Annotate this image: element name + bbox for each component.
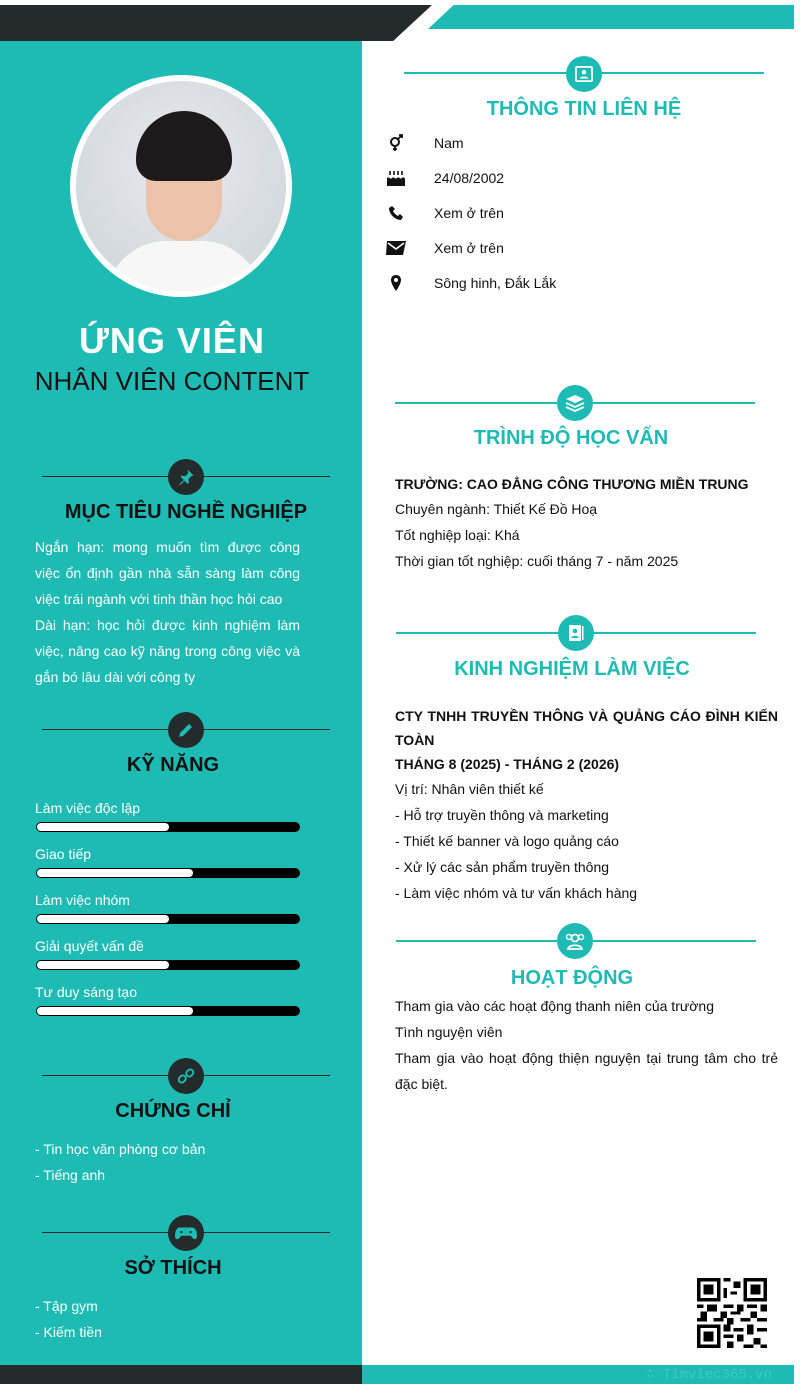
skill-label: Làm việc nhóm (35, 892, 130, 908)
activities-title: HOẠT ĐỘNG (510, 967, 634, 989)
bottom-banner-dark (0, 1365, 362, 1384)
contact-row-email (384, 237, 504, 259)
experience-period: THÁNG 8 (2025) - THÁNG 2 (2026) (395, 756, 620, 772)
activity-line: Tham gia vào các hoạt động thanh niên của trường (395, 998, 714, 1014)
birthday-cake-icon (384, 168, 408, 188)
phone-value: Xem ở trên (434, 205, 504, 221)
gamepad-icon (168, 1215, 204, 1251)
school-name: TRƯỜNG: CAO ĐẲNG CÔNG THƯƠNG MIỀN TRUNG (395, 476, 749, 492)
layers-icon (557, 385, 593, 421)
education-title: TRÌNH ĐỘ HỌC VẤN (473, 427, 669, 449)
certificates-list (35, 1136, 300, 1188)
experience-line: - Xử lý các sản phẩm truyền thông (395, 859, 610, 875)
top-banner-teal (428, 5, 794, 29)
hobbies-list (35, 1293, 300, 1345)
education-line: Tốt nghiệp loại: Khá (395, 527, 520, 543)
address-book-icon (558, 615, 594, 651)
objective-long-term: Dài hạn: học hỏi được kinh nghiệm làm việc, nâng cao kỹ năng trong công việc và gắn bó lâu dài với công ty (35, 617, 300, 685)
education-line: Thời gian tốt nghiệp: cuối tháng 7 - năm 2025 (395, 553, 679, 569)
skill-fill (37, 1007, 193, 1015)
skill-fill (37, 869, 193, 877)
objective-title: MỤC TIÊU NGHỀ NGHIỆP (64, 501, 308, 523)
activity-line: Tình nguyện viên (395, 1024, 503, 1040)
experience-title: KINH NGHIỆM LÀM VIỆC (454, 658, 690, 680)
skill-label: Làm việc độc lập (35, 800, 141, 816)
objective-short-term: Ngắn hạn: mong muốn tìm được công việc ổn định gần nhà sẵn sàng làm công việc trái ngành với tinh thần học hỏi cao (35, 539, 300, 607)
skill-label: Giao tiếp (35, 846, 92, 862)
candidate-name: ỨNG VIÊN (79, 320, 265, 361)
experience-line: Vị trí: Nhân viên thiết kế (395, 781, 544, 797)
job-title: NHÂN VIÊN CONTENT (34, 366, 310, 396)
avatar (70, 75, 292, 297)
gender-value: Nam (434, 135, 464, 151)
top-banner-dark (0, 5, 432, 41)
certificate-item: - Tin học văn phòng cơ bản (35, 1141, 206, 1157)
hobby-item: - Tập gym (35, 1298, 98, 1314)
certificate-item: - Tiếng anh (35, 1167, 106, 1183)
gender-icon (384, 133, 408, 153)
watermark: ∴ Timviec365.vn (645, 1367, 772, 1383)
skills-title: KỸ NĂNG (126, 754, 220, 776)
contact-row-birthday (384, 167, 505, 189)
address-value: Sông hinh, Đắk Lắk (434, 275, 557, 291)
objective-text (35, 534, 300, 690)
contact-row-gender (384, 132, 464, 154)
skill-fill (37, 823, 169, 831)
skill-label: Giải quyết vấn đề (35, 938, 144, 954)
experience-line: - Hỗ trợ truyền thông và marketing (395, 807, 609, 823)
qr-code-icon (697, 1278, 767, 1348)
contact-row-phone (384, 202, 504, 224)
hobbies-title: SỞ THÍCH (124, 1257, 222, 1279)
skill-fill (37, 915, 169, 923)
contact-row-address (384, 272, 557, 294)
skill-bar (36, 868, 300, 878)
avatar-photo (76, 81, 286, 291)
company-name: CTY TNHH TRUYỀN THÔNG VÀ QUẢNG CÁO ĐÌNH KIẾN TOÀN (395, 708, 778, 748)
pushpin-icon (168, 459, 204, 495)
experience-line: - Thiết kế banner và logo quảng cáo (395, 833, 619, 849)
phone-icon (384, 203, 408, 223)
map-marker-icon (384, 273, 408, 293)
skill-bar (36, 1006, 300, 1016)
activity-line: Tham gia vào hoạt động thiện nguyện tại trung tâm cho trẻ đặc biệt. (395, 1050, 778, 1092)
envelope-icon (384, 238, 408, 258)
certificates-title: CHỨNG CHỈ (115, 1100, 231, 1122)
pencil-icon (168, 712, 204, 748)
experience-details (395, 704, 778, 906)
birthday-value: 24/08/2002 (434, 170, 505, 186)
skill-bar (36, 960, 300, 970)
link-icon (168, 1058, 204, 1094)
contact-card-icon (566, 56, 602, 92)
skill-label: Tư duy sáng tạo (35, 984, 137, 1000)
skill-bar (36, 822, 300, 832)
experience-line: - Làm việc nhóm và tư vấn khách hàng (395, 885, 638, 901)
skill-fill (37, 961, 169, 969)
contact-title: THÔNG TIN LIÊN HỆ (486, 98, 682, 120)
education-details (395, 472, 778, 574)
skill-bar (36, 914, 300, 924)
hobby-item: - Kiếm tiền (35, 1324, 102, 1340)
education-line: Chuyên ngành: Thiết Kế Đồ Hoạ (395, 501, 598, 517)
activities-details (395, 993, 778, 1097)
email-value: Xem ở trên (434, 240, 504, 256)
users-icon (557, 923, 593, 959)
